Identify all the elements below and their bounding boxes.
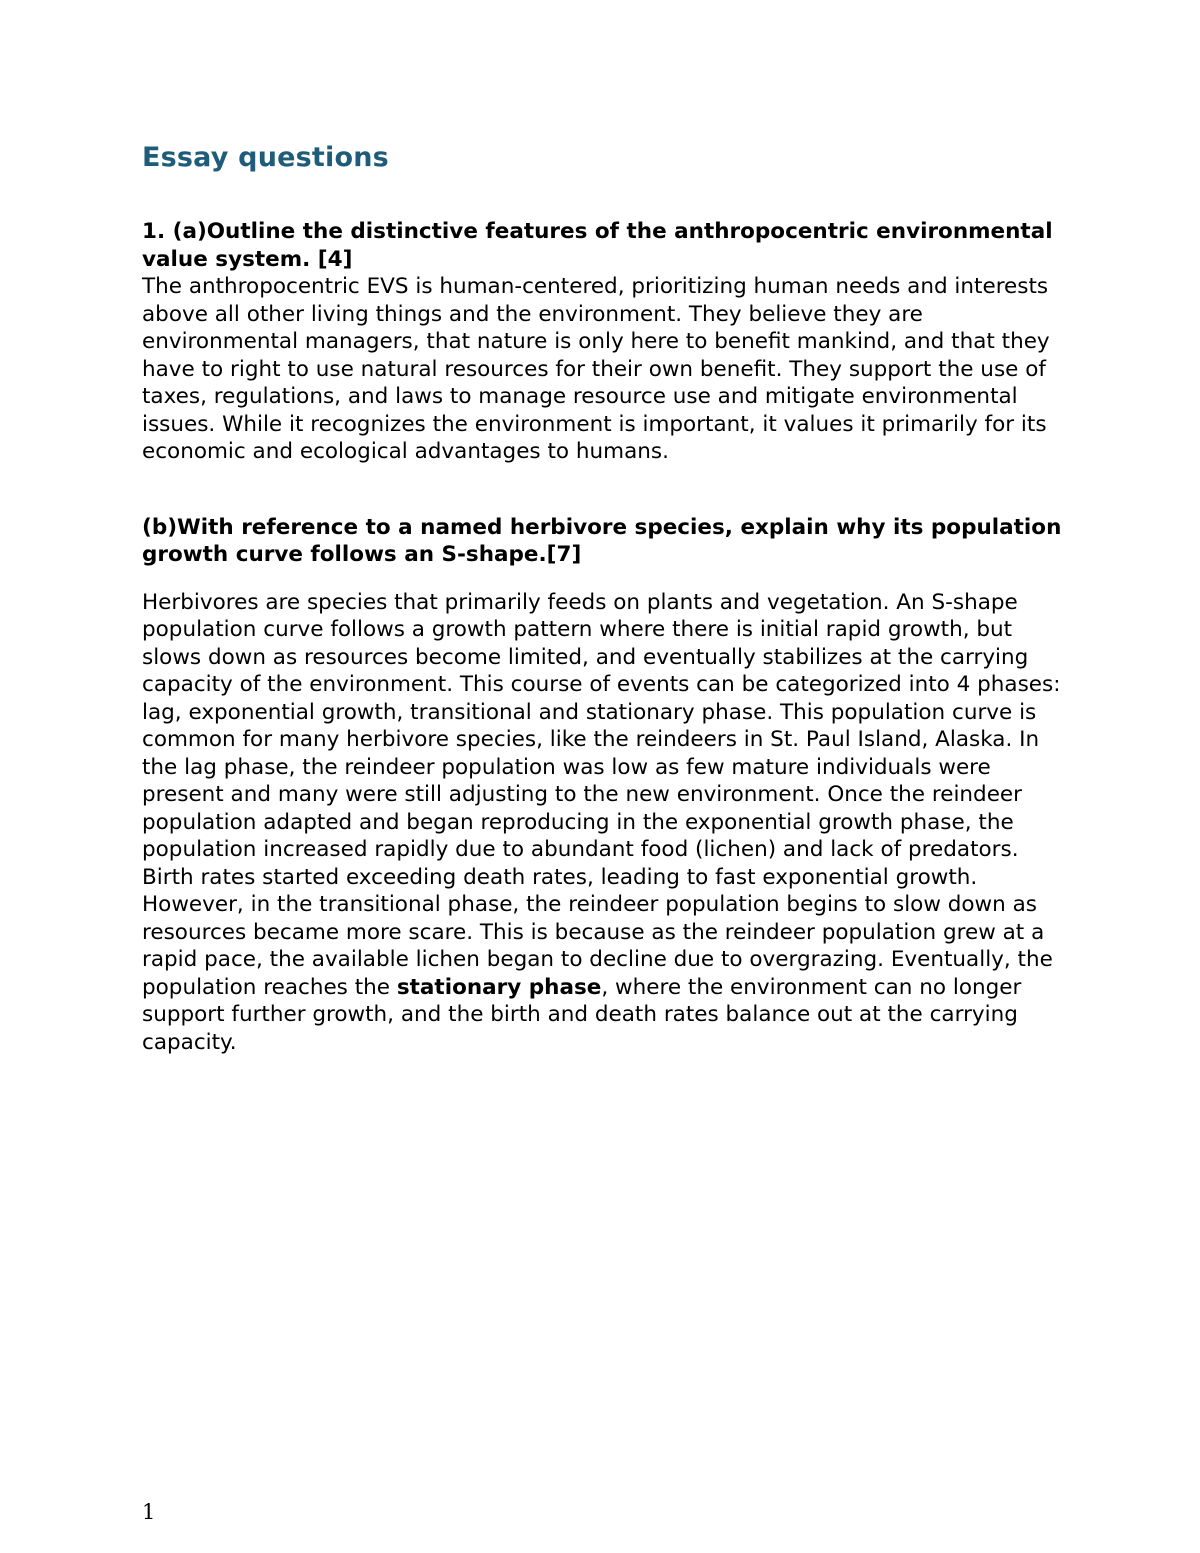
question-1b-prompt: (b)With reference to a named herbivore species, explain why its population growth curve follows an S-shape.[7] [142,514,1062,567]
question-1b-answer [142,589,1062,1057]
question-1a-answer: The anthropocentric EVS is human-centered, prioritizing human needs and interests above all other living things and the environment. They believe they are environmental managers, that nature is only here to benefit mankind, and that they have to right to use natural resources for their own benefit. They support the use of taxes, regulations, and laws to manage resource use and mitigate environmental issues. While it recognizes the environment is important, it values it primarily for its economic and ecological advantages to humans. [142,274,1050,464]
question-1a-prompt: 1. (a)Outline the distinctive features of the anthropocentric environmental value system. [4] [142,219,1053,272]
page-number: 1 [142,1500,156,1524]
answer-bold-term: stationary phase [396,974,602,1000]
answer-text-part-2: , where the environment can no longer support further growth, and the birth and death rates balance out at the carrying capacity. [142,974,1022,1055]
document-body [142,136,1062,1056]
page-title: Essay questions [142,142,389,173]
answer-text-part-1: Herbivores are species that primarily feeds on plants and vegetation. An S-shape population curve follows a growth pattern where there is initial rapid growth, but slows down as resources become limited, and eventually stabilizes at the carrying capacity of the environment. This course of events can be categorized into 4 phases: lag, exponential growth, transitional and stationary phase. This population curve is common for many herbivore species, like the reindeers in St. Paul Island, Alaska. In the lag phase, the reindeer population was low as few mature individuals were present and many were still adjusting to the new environment. Once the reindeer population adapted and began reproducing in the exponential growth phase, the population increased rapidly due to abundant food (lichen) and lack of predators. Birth rates started exceeding death rates, leading to fast exponential growth. However, in the transitional phase, the reindeer population begins to slow down as resources became more scare. This is because as the reindeer population grew at a rapid pace, the available lichen began to decline due to overgrazing. Eventually, the population reaches the [142,589,1061,1000]
